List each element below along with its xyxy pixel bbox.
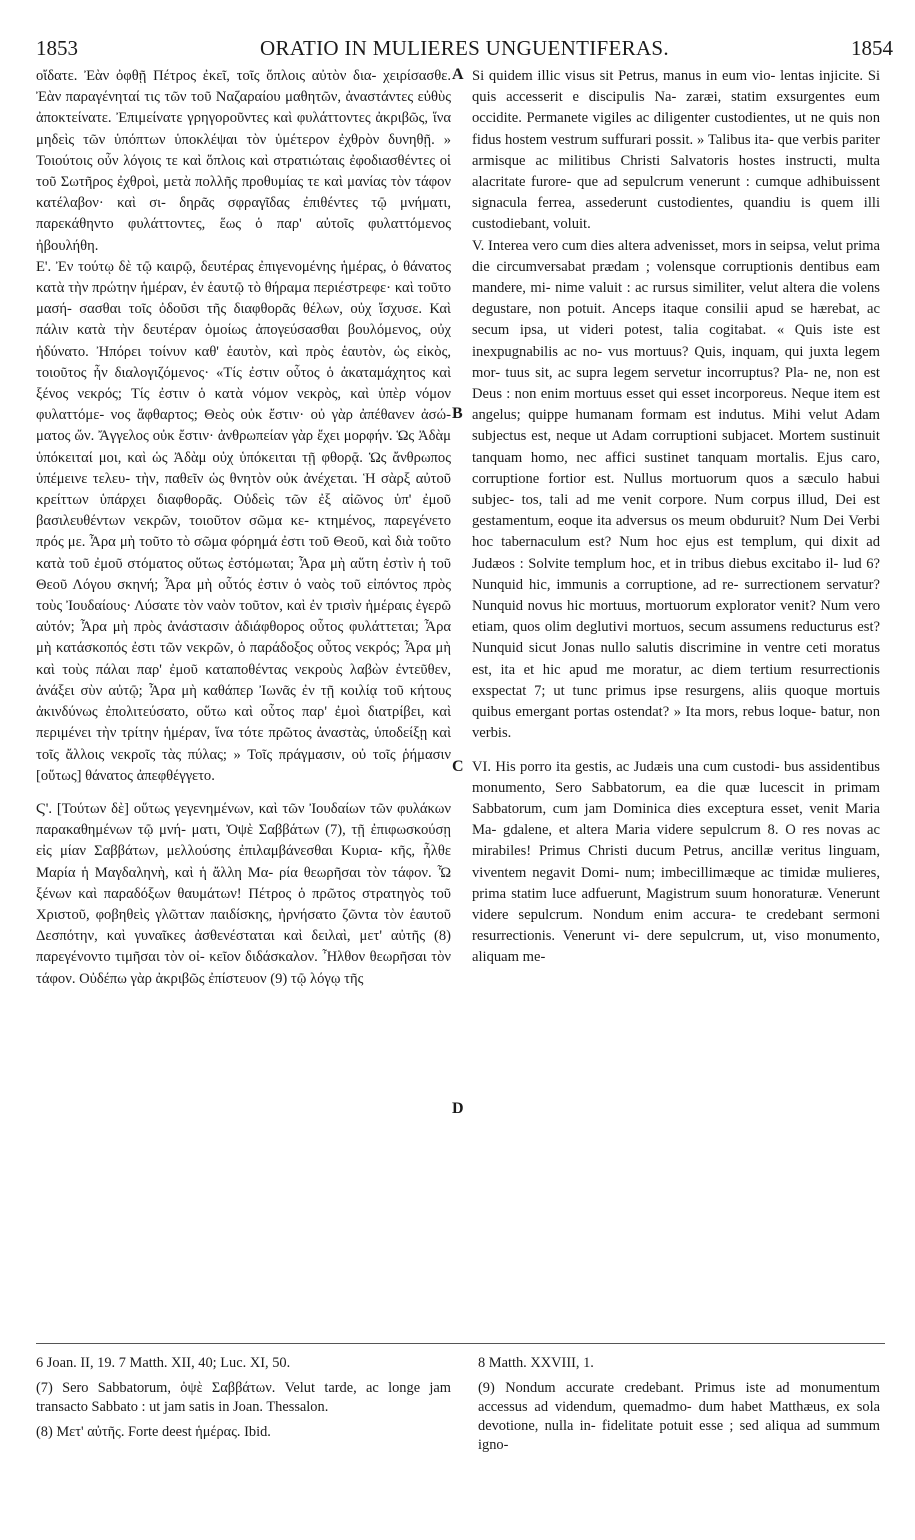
footnotes-right	[478, 1354, 880, 1461]
footnote-9: (9) Nondum accurate credebant. Primus iste ad monumentum accessus ad videndum, quemadmo- dum habet Matthæus, ex sola devotione, nulla in- fidelitate potuit esse ; sed aliqua ad summum igno-	[478, 1380, 880, 1453]
footnotes-left	[36, 1354, 451, 1448]
latin-paragraph-3: VI. His porro ita gestis, ac Judæis una cum custodi- bus assidentibus monumento, Sero Sabbatorum, ea die quæ lucescit in primam Sabbatorum, cum jam Dominica dies exceptura esset, venit Maria Ma- gdalene, et altera Maria videre sepulcrum 8. O res novas ac mirabiles! Primus Christi ducum Petrus, ancillæ veritus linguam, viventem negavit Domi- num; imbecillimæque ac timidæ mulieres, prima statim luce adfuerunt, Magistrum suum honoraturæ. Venerunt videre sepulcrum. Nondum enim accura- te credebant sermoni resurrectionis. Venerunt vi- dere sepulcrum, ut, viso monumento, aliquam me-	[472, 758, 880, 966]
greek-paragraph-1: οἴδατε. Ἐὰν ὀφθῇ Πέτρος ἐκεῖ, τοῖς ὅπλοις αὐτὸν δια- χειρίσασθε. Ἐὰν παραγένηταί τις τῶν τοῦ Ναζαραίου μαθητῶν, ἀναστάντες εὐθὺς ἀποκτείνατε. Ἐπιμείνατε γρηγοροῦντες καὶ φυλάττοντες ἀκριβῶς, ἵνα μηδεὶς τῶν ὑπόπτων ὑποκλέψαι τὸν ὑμέτερον ἐχθρὸν δυνηθῇ. » Τοιούτοις οὖν λόγοις τε καὶ ὅπλοις καὶ στρατιώταις ἐφοδιασθέντες οἱ τοῦ Σωτῆρος ἐχθροὶ, μετὰ πολλῆς προθυμίας τε καὶ μανίας τὸν τάφον κατέλαβον· καὶ σι- δηρᾶς σφραγῖδας ἐπιθέντες τῷ μνήματι, παρεκάθηντο φυλάττοντες, ἕως ὁ παρ' αὐτοῖς φυλαττόμενος ἠβουλήθη.	[36, 68, 451, 254]
margin-marker-c: C	[452, 758, 464, 775]
page-header	[36, 36, 893, 64]
margin-marker-b: B	[452, 405, 463, 422]
footnote-7: (7) Sero Sabbatorum, ὀψὲ Σαββάτων. Velut tarde, ac longe jam transacto Sabbato : ut jam satis in Joan. Thessalon.	[36, 1380, 451, 1415]
footnote-divider	[36, 1343, 885, 1344]
margin-marker-a: A	[452, 66, 464, 83]
footnote-references-right: 8 Matth. XXVIII, 1.	[478, 1355, 594, 1371]
greek-column	[36, 66, 451, 990]
latin-paragraph-2: V. Interea vero cum dies altera advenisset, mors in seipsa, velut prima die circumversabat prædam ; volensque corruptionis dentibus eam mandere, mi- nime valuit : ac rursus similiter, velut altera die volens degustare, non potuit. Anceps itaque consilii apud se hærebat, ac secum ipsa, ut videri potest, talia cogitabat. « Quis iste est inexpugnabilis ac no- vus mortuus? Quis, inquam, qui juxta legem mor- tuus sit, ac supra legem servetur incorruptus? Pla- ne, non est Deus : non enim mortuus esset qui esset incorporeus. Neque item est angelus; quippe humanam formam est indutus. Mihi velut Adam subjectus est, neque ut Adam corruptioni subjacet. Mortem sustinuit tanquam homo, nec affici sustinet tanquam mortalis. Ejus caro, corruptione fortior est. Nullus mortuorum quos a sæculo habui subjec- tos, tali ad me venit corpore. Num corpus illud, Dei est gestamentum, eoque ita adversus os meum obduruit? Num Dei Verbi hoc tabernaculum est? Num hoc ejus est templum, qui dixit ad Judæos : Solvite templum hoc, et in tribus diebus excitabo il- lud 6? Nunquid hic, immunis a corruptione, ad re- surrectionem servatur? Nunquid novus hic mortuus, mortuorum explorator venit? Num vero etiam, quos olim deglutivi mortuos, secum assumens reducturus est? Nunquid sicut Jonas nullo salutis discrimine in ventre ceti moratus est, ita et hic apud me moratur, ac diem tertium resurrectionis exspectat 7; ut tunc primus ipse resurgens, aliis quoque mortuis quibus emergant portas ostendat? » Ita mors, rebus loque- batur, non verbis.	[472, 237, 880, 742]
latin-column	[472, 66, 880, 969]
running-title: ORATIO IN MULIERES UNGUENTIFERAS.	[260, 36, 669, 60]
greek-paragraph-2: Ε'. Ἐν τούτῳ δὲ τῷ καιρῷ, δευτέρας ἐπιγενομένης ἡμέρας, ὁ θάνατος κατὰ τὴν πρώτην ἡμέραν, ἐν ἑαυτῷ τὸ θήραμα περιέστρεφε· καὶ τοῦτο μασή- σασθαι τοῖς ὀδοῦσι τῆς διαφθορᾶς θέλων, οὐχ ἴσχυσε. Καὶ πάλιν κατὰ τὴν δευτέραν ὁμοίως ἀπογεύσασθαι βουλόμενος, οὐχ ἠδύνατο. Ἠπόρει τοίνυν καθ' ἑαυτὸν, καὶ πρὸς ἑαυτὸν, ὡς εἰκὸς, τοιοῦτος ἦν διαλογιζόμενος· «Τίς ἐστιν οὗτος ὁ ἀκαταμάχητος καὶ ξένος νεκρός; Τίς ἐστιν ὁ κατὰ νόμον νεκρὸς, καὶ ὑπὲρ νόμον φυλαττόμε- νος ἄφθαρτος; Θεὸς οὐκ ἔστιν· οὐ γὰρ ἀπέθανεν ἀσώ- ματος ὤν. Ἄγγελος οὐκ ἔστιν· ἀνθρωπείαν γὰρ ἔχει μορφήν. Ὡς Ἀδὰμ ὑπόκειταί μοι, καὶ ὡς Ἀδὰμ οὐχ ὑπόκειται τῇ φθορᾷ. Ὡς ἄνθρωπος ὑπέμεινε τελευ- τὴν, παθεῖν ὡς θνητὸν οὐκ ἀνέχεται. Ἡ σὰρξ αὐτοῦ κρείττων ὑπάρχει διαφθορᾶς. Οὐδεὶς τῶν ἐξ αἰῶνος ὑπ' ἐμοῦ βασιλευθέντων νεκρῶν, τοιοῦτον σῶμα κε- κτημένος, παρεγένετο πρός με. Ἆρα μὴ τοῦτο τὸ σῶμα φόρημά ἐστι τοῦ Θεοῦ, καὶ διὰ τοῦτο κατὰ τοῦ ἐμοῦ στόματος οὕτως ἐστόμωται; Ἆρα μὴ αὕτη ἐστὶν ἡ τοῦ Θεοῦ Λόγου σκηνή; Ἆρα μὴ οὗτός ἐστιν ὁ ναὸς τοῦ εἰπόντος πρὸς τοὺς Ἰουδαίους· Λύσατε τὸν ναὸν τοῦτον, καὶ ἐν τρισὶν ἡμέραις ἐγερῶ αὐτόν; Ἆρα μὴ πρὸς ἀνάστασιν ἀδιάφθορος οὗτος φυλάττεται; Ἆρα μὴ κατάσκοπός ἐστι τῶν νεκρῶν, ὁ παράδοξος οὗτος νεκρός; Ἆρα μὴ καὶ τοὺς πάλαι παρ' ἐμοῦ καταποθέντας νεκροὺς λαβὼν ἐντεῦθεν, ἀνάξει σὺν αὐτῷ; Ἆρα μὴ καθάπερ Ἰωνᾶς ἐν τῇ κοιλίᾳ τοῦ κήτους ἀκινδύνως ἐπολιτεύσατο, οὕτω καὶ οὗτος παρ' ἐμοὶ διατρίβει, καὶ περιμένει τὴν τρίτην ἡμέραν, ἵνα τότε πρῶτος ἀναστὰς, ὑποδείξῃ καὶ τοῖς ἄλλοις νεκροῖς τὰς πύλας; » Τοῖς πράγμασιν, οὐ τοῖς ῥήμασιν [οὕτως] θάνατος ἀπεφθέγγετο.	[36, 258, 451, 784]
footnote-references-left: 6 Joan. II, 19. 7 Matth. XII, 40; Luc. XI, 50.	[36, 1355, 291, 1371]
greek-paragraph-3: Ϛ'. [Τούτων δὲ] οὕτως γεγενημένων, καὶ τῶν Ἰουδαίων τῶν φυλάκων παρακαθημένων τῷ μνή- ματι, Ὀψὲ Σαββάτων (7), τῇ ἐπιφωσκούσῃ εἰς μίαν Σαββάτων, μελλούσης ἐπιλαμβάνεσθαι Κυρια- κῆς, ἦλθε Μαρία ἡ Μαγδαληνὴ, καὶ ἡ ἄλλη Μα- ρία θεωρῆσαι τὸν τάφον. Ὦ ξένων καὶ παραδόξων θαυμάτων! Πέτρος ὁ πρῶτος στρατηγὸς τοῦ Χριστοῦ, φοβηθεὶς γλῶτταν παιδίσκης, ἠρνήσατο ζῶντα τὸν ἑαυτοῦ Δεσπότην, καὶ γυναῖκες ἀσθενέσταται καὶ δειλαὶ, μετ' αὐτῆς (8) παρεγένοντο τιμῆσαι τὸν οἰ- κεῖον διδάσκαλον. Ἦλθον θεωρῆσαι τὸν τάφον. Οὐδέπω γὰρ ἀκριβῶς ἐπίστευον (9) τῷ λόγῳ τῆς	[36, 800, 451, 987]
page-number-right: 1854	[851, 36, 893, 60]
margin-marker-d: D	[452, 1100, 464, 1117]
page-number-left: 1853	[36, 36, 78, 60]
latin-paragraph-1: Si quidem illic visus sit Petrus, manus in eum vio- lentas injicite. Si quis accesserit e discipulis Na- zaræi, statim exsurgentes eum occidite. Permanete vigiles ac diligenter custodientes, ut ne quis non fidus hostem vestrum suffurari possit. » Talibus ita- que verbis pariter armisque ac militibus Christi Salvatoris hostes instructi, multa alacritate furore- que ad sepulcrum venerunt : cumque adhibuissent signacula ferrea, assederunt custodientes, quandiu is quem illi custodiebant, voluit.	[472, 68, 880, 233]
footnote-8: (8) Μετ' αὐτῆς. Forte deest ἡμέρας. Ibid.	[36, 1424, 271, 1440]
